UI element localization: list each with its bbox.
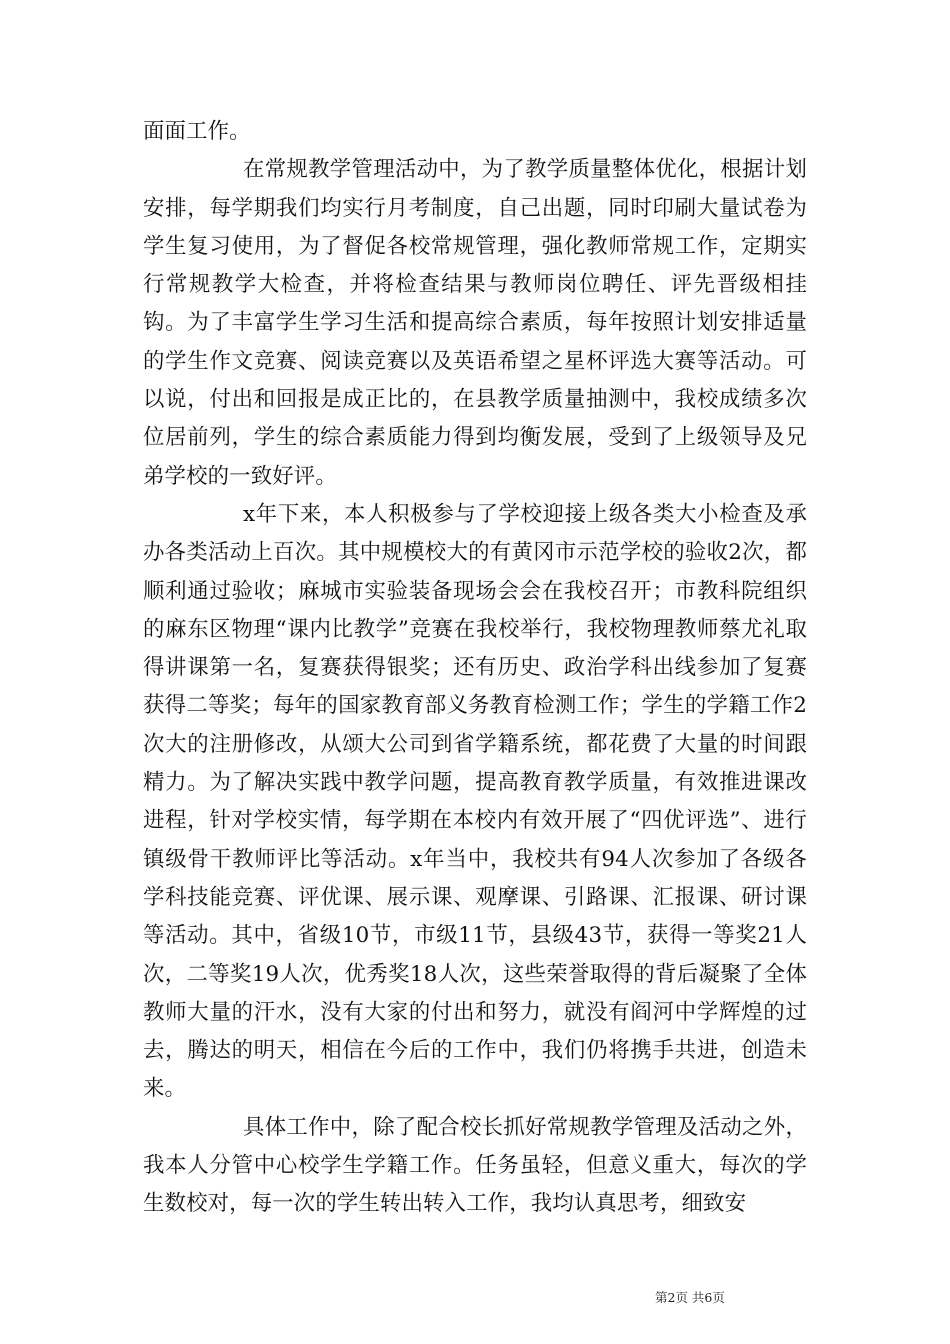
page-number-footer: 第2页 共6页	[655, 1290, 725, 1305]
paragraph-student-records: 具体工作中，除了配合校长抓好常规教学管理及活动之外，我本人分管中心校学生学籍工作。任务虽轻，但意义重大，每次的学生数校对，每一次的学生转出转入工作，我均认真思考，细致安	[143, 1114, 807, 1217]
paragraph-school-activities: x年下来，本人积极参与了学校迎接上级各类大小检查及承办各类活动上百次。其中规模校大的有黄冈市示范学校的验收2次，都顺利通过验收；麻城市实验装备现场会会在我校召开；市教科院组织的麻东区物理“课内比教学”竞赛在我校举行，我校物理教师蔡尤礼取得讲课第一名，复赛获得银奖；还有历史、政治学科出线参加了复赛获得二等奖；每年的国家教育部义务教育检测工作；学生的学籍工作2次大的注册修改，从颂大公司到省学籍系统，都花费了大量的时间跟精力。为了解决实践中教学问题，提高教育教学质量，有效推进课改进程，针对学校实情，每学期在本校内有效开展了“四优评选”、进行镇级骨干教师评比等活动。x年当中，我校共有94人次参加了各级各学科技能竞赛、评优课、展示课、观摩课、引路课、汇报课、研讨课等活动。其中，省级10节，市级11节，县级43节，获得一等奖21人次，二等奖19人次，优秀奖18人次，这些荣誉取得的背后凝聚了全体教师大量的汗水，没有大家的付出和努力，就没有阎河中学辉煌的过去，腾达的明天，相信在今后的工作中，我们仍将携手共进，创造未来。	[143, 501, 807, 1102]
paragraph-teaching-management: 在常规教学管理活动中，为了教学质量整体优化，根据计划安排，每学期我们均实行月考制度，自己出题，同时印刷大量试卷为学生复习使用，为了督促各校常规管理，强化教师常规工作，定期实行常规教学大检查，并将检查结果与教师岗位聘任、评先晋级相挂钩。为了丰富学生学习生活和提高综合素质，每年按照计划安排适量的学生作文竞赛、阅读竞赛以及英语希望之星杯评选大赛等活动。可以说，付出和回报是成正比的，在县教学质量抽测中，我校成绩多次位居前列，学生的综合素质能力得到均衡发展，受到了上级领导及兄弟学校的一致好评。	[143, 157, 807, 489]
document-body	[143, 113, 807, 1224]
paragraph-continuation: 面面工作。	[143, 119, 251, 144]
